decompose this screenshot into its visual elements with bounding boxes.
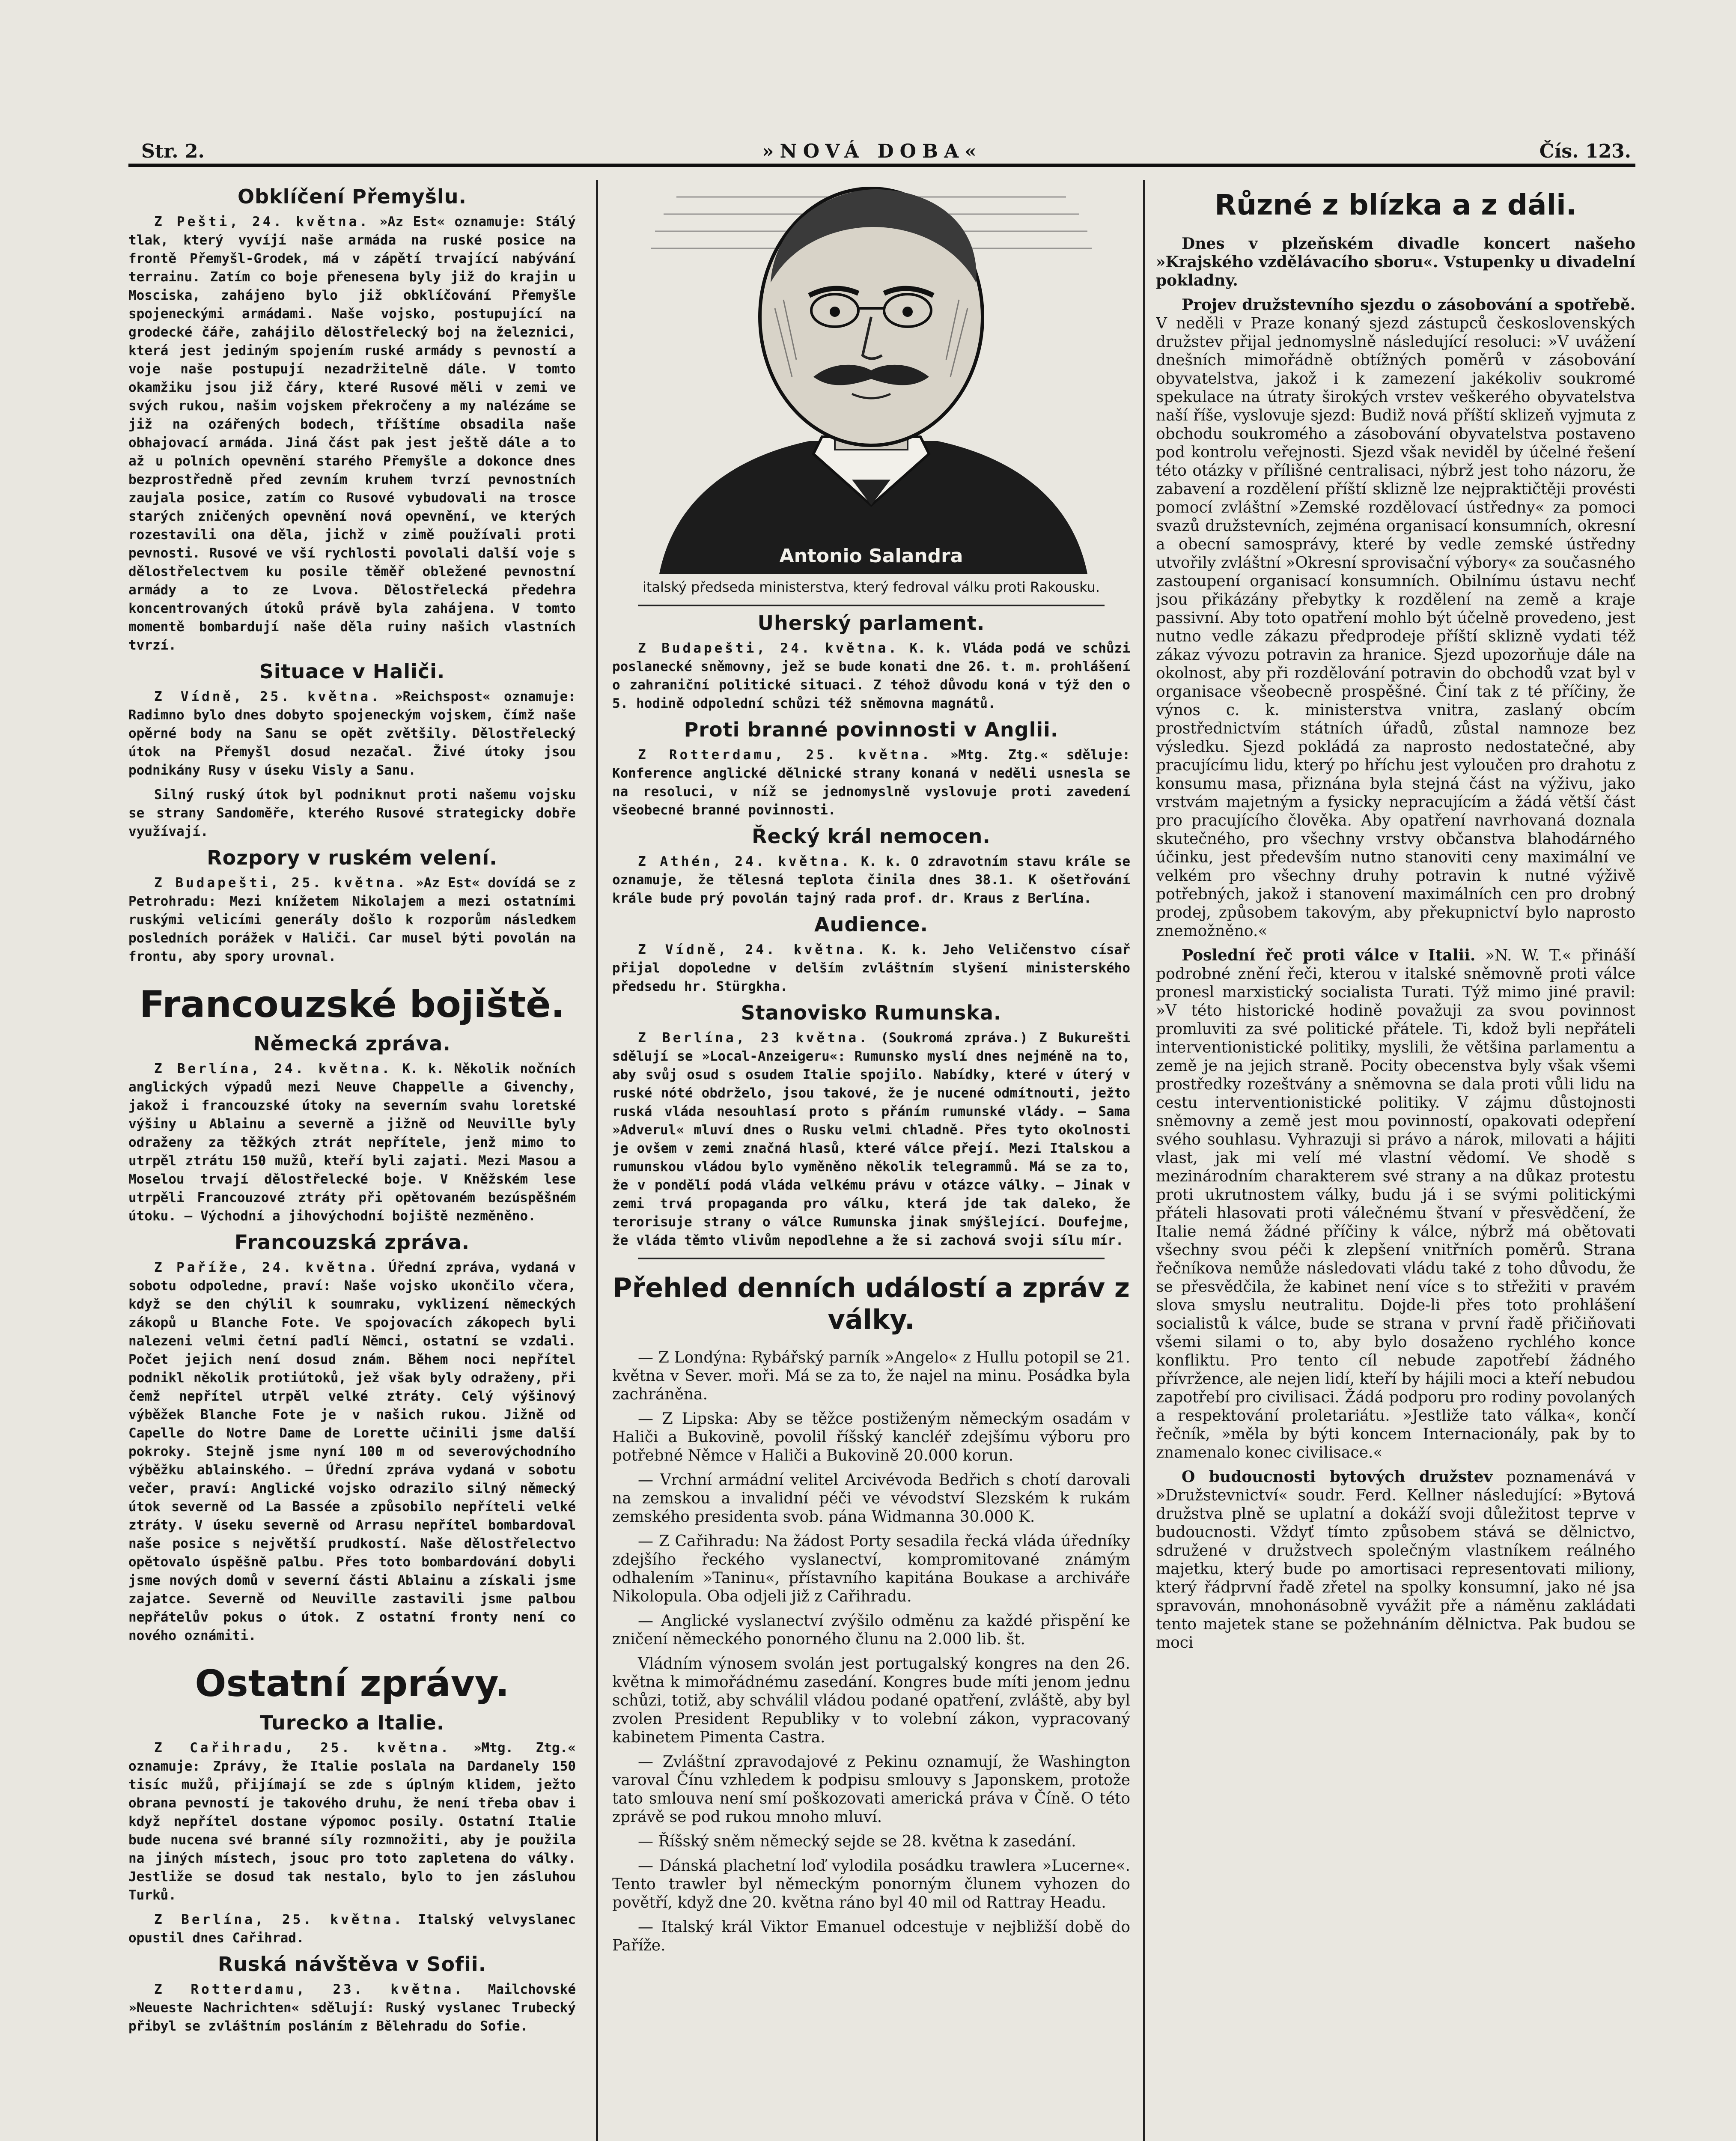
article-paragraph: [612, 1029, 1130, 1250]
article-text: »Mtg. Ztg.« oznamuje: Zprávy, že Italie poslala na Dardanely 150 tisíc mužů, přijímají se zde s úplným klidem, ježto obrana pevností je takového druhu, že není třeba obav i když nepřítel dostane výpomoc posily. Ostatní Italie bude nucena své branné síly rozmnožiti, aby je použila na jiných místech, jsouc pro toto zapletena do války. Jestliže se dosud tak nestalo, bylo to jen zásluhou Turků.: [128, 1740, 576, 1903]
dateline: Z Cařihradu, 25. května.: [154, 1740, 451, 1756]
section-title: Přehled denních událostí a zpráv z války.: [613, 1272, 1130, 1335]
article-text: K. k. Vláda podá ve schůzi poslanecké sněmovny, jež se bude konati dne 26. t. m. prohlášení o zahraniční politické situaci. Z téhož důvodu koná v týž den o 5. hodině odpolední schůzi též sněmovna magnátů.: [612, 641, 1130, 711]
article-paragraph: Silný ruský útok byl podniknut proti našemu vojsku se strany Sandoměře, kterého Rusové strategicky dobře využívají.: [128, 787, 576, 839]
article-paragraph: [128, 1911, 576, 1947]
page-number: Str. 2.: [141, 140, 205, 162]
article-text: Úřední zpráva, vydaná v sobotu odpoledne, praví: Naše vojsko ukončilo včera, když se den chýlil k soumraku, vyklizení německých zákopů u Blanche Fote. Ve spojovacích zákopech byli nalezeni velmi četní padlí Němci, ostatní se vzdali. Počet jejich není dosud znám. Během noci nepřítel podnikl několik protiútoků, jež však byly odraženy, při čemž nepřítel utrpěl velké ztráty. Celý výšinový výběžek Blanche Fote je v našich rukou. Jižně od Capelle do Notre Dame de Lorette učinili jsme další pokroky. Stejně jsme nyní 100 m od severovýchodního výběžku ablainského. — Úřední zpráva vydaná v sobotu večer, praví: Anglické vojsko odrazilo silný německý útok severně od La Bassée a způsobilo nepříteli velké ztráty. V úseku severně od Arrasu nepřítel bombardoval naše posice s největší prudkostí. Naše dělostřelectvo opětovalo úspěšně palbu. Přes toto bombardování dobyli jsme nových domů v severní části Ablainu a získali jsme zajatce. Severně od Neuville zastavili jsme palbou nepřátelův pokus o útok. Z ostatní fronty není co nového oznámiti.: [128, 1260, 576, 1643]
article-paragraph: [612, 941, 1130, 996]
article-subtitle: Německá zpráva.: [253, 1032, 451, 1055]
masthead: [128, 136, 1635, 166]
article-title: Obklíčení Přemyšlu.: [237, 185, 467, 208]
news-item: Vládním výnosem svolán jest portugalský kongres na den 26. května k mimořádnému zasedání. Kongres bude míti jenom jednu schůzi, totiž, aby schválil vládou podané opatření, zvláště, aby byl zvolen President Republiky v to volební zákon, vypracovaný kabinetem Pimenta Castra.: [612, 1655, 1130, 1746]
portrait-caption: italský předseda ministerstva, který fedroval válku proti Rakousku.: [642, 579, 1100, 595]
column-1: [128, 180, 576, 2141]
article-title: Uherský parlament.: [757, 611, 985, 635]
dateline: Z Budapešti, 25. května.: [154, 875, 408, 891]
news-text: poznamenává v »Družstevnictví« soudr. Ferd. Kellner následující: »Bytová družstva plně se uplatní a dokáží svoji důležitost teprve v budoucnosti. Vždyť tímto způsobem stává se dělnictvo, sdružené v družstvech společným vlastníkem reálného majetku, který bude po amortisaci representovati miliony, který řádprvní řadě zřetel na spolky konsumní, jako né jsa spravován, mnohonásobně vyvážit pře a náměnu zakládati tento majetek stane se požehnáním dělnictva. Pak budou se moci: [1156, 1468, 1635, 1652]
news-item: — Z Londýna: Rybářský parník »Angelo« z Hullu potopil se 21. května v Sever. moři. Má se za to, že najel na minu. Posádka byla zachráněna.: [612, 1349, 1130, 1403]
article-text: (Soukromá zpráva.) Z Bukurešti sdělují se »Local-Anzeigeru«: Rumunsko myslí dnes nejméně na to, aby svůj osud s osudem Italie spojilo. Nabídky, které v úterý v ruské nóté obdrželo, jsou takové, že je nucené odmítnouti, ježto ruská vláda nesouhlasí proto s přáním rumunské vlády. — Sama »Adverul« mluví dnes o Rusku velmi chladně. Přes tyto okolnosti je ovšem v zemi značná hlasů, které válce přejí. Mezi Italskou a rumunskou vládou bylo vyměněno několik telegrammů. Má se za to, že v pondělí podá vláda velkému právu v otázce války. — Jinak v zemi trvá propaganda pro válku, která jde tak daleko, že terorisuje strany o válce Rumunska jinak smýšlející. Doufejme, že vláda těmto vlivům nepodlehne a že si zachová svoji sílu mír.: [612, 1030, 1130, 1248]
dateline: Z Berlína, 25. května.: [154, 1912, 405, 1927]
dateline: Z Pešti, 24. května.: [154, 214, 370, 230]
article-paragraph: [128, 1980, 576, 2036]
section-title: Ostatní zprávy.: [195, 1662, 509, 1705]
article-title: Proti branné povinnosti v Anglii.: [684, 718, 1059, 741]
news-text: »N. W. T.« přináší podrobné znění řeči, kterou v italské sněmovně proti válce pronesl marxistický socialista Turati. Týž mimo jiné pravil: »V této historické hodině považuji za svou povinnost promluviti za své politické přátele. Ti, kdož byli nepřáteli interventionistické politiky, myslili, že většina parlamentu a země je na jejich straně. Pocity obecenstva byly však všemi prostředky rozeštvány a sněmovna se dala proti vůli lidu na cestu interventionistické politiky. V zájmu důstojnosti sněmovny a země jest mou povinností, opakovati odepření svého souhlasu. Vyhrazuji si právo a nárok, milovati a hájiti vlast, jak mi velí mé vlastní vědomí. Ve shodě s mezinárodním charakterem své strany a na důkaz protestu proti ukrutnostem války, budu já i se svými politickými přáteli hlasovati proti válečnému štvaní v přesvědčení, že Italie nemá žádné příčiny k válce, nýbrž má obětovati všechny svou péči k zlepšení vnitřních poměrů. Strana řečníkova nemůže následovati vládu také z toho důvodu, že se přesvědčila, že kabinet není více s to střežiti v pravém slova smyslu neutralitu. Dojde-li přes toto prohlášení socialistů k válce, bude se strana v první řadě přičiňovati všemi silami o to, aby bylo dosaženo rychlého konce konfliktu. Pro tento cíl nebude zapotřebí žádného přívržence, ale nejen lidí, kteří by hájili moci a kteří nebudou zapotřebí pro civilisaci. Žádá podporu pro rodiny povolaných a respektování proletariátu. »Jestliže tato válka«, končí řečník, »měla by býti koncem Internacionály, pak by to znamenalo konec civilisace.«: [1156, 947, 1635, 1461]
article-paragraph: [612, 853, 1130, 908]
article-subtitle: Ruská návštěva v Sofii.: [217, 1953, 487, 1976]
column-divider-1: [596, 180, 598, 2141]
article-title: Řecký král nemocen.: [752, 825, 991, 848]
article-title: Situace v Haliči.: [259, 660, 445, 683]
dateline: Z Budapešti, 24. května.: [638, 641, 899, 656]
news-item: — Vrchní armádní velitel Arcivévoda Bedřich s chotí darovali na zemskou a invalidní péči ve vévodství Slezském k rukám zemského presidenta svob. pána Widmanna 30.000 K.: [612, 1471, 1130, 1526]
column-divider-2: [1143, 180, 1145, 2141]
dateline: Z Paříže, 24. května.: [154, 1260, 380, 1275]
news-item: — Říšský sněm německý sejde se 28. května k zasedání.: [638, 1833, 1076, 1850]
news-item: — Italský král Viktor Emanuel odcestuje v nejbližší době do Paříže.: [612, 1918, 1130, 1954]
portrait-name: Antonio Salandra: [779, 545, 963, 567]
article-text: Italský velvyslanec opustil dnes Cařihrad.: [128, 1912, 576, 1946]
article-subtitle: Turecko a Italie.: [259, 1711, 445, 1734]
column-3: [1156, 180, 1635, 2141]
article-paragraph: [128, 688, 576, 780]
portrait-illustration: [612, 180, 1130, 574]
news-item: Dnes v plzeňském divadle koncert našeho »Krajského vzdělávacího sboru«. Vstupenky u divadelní pokladny.: [1156, 235, 1635, 289]
news-item: [1156, 296, 1635, 940]
news-item: — Anglické vyslanectví zvýšilo odměnu za každé přispění ke zničení německého ponorného člunu na 2.000 lib. št.: [612, 1612, 1130, 1648]
article-text: Mailchovské »Neueste Nachrichten« sdělují: Ruský vyslanec Trubecký přibyl se zvláštním posláním z Bělehradu do Sofie.: [128, 1982, 576, 2034]
news-item: — Z Cařihradu: Na žádost Porty sesadila řecká vláda úředníky zdejšího řeckého vyslanectví, kompromitované známým odhalením »Taninu«, přístavního kapitána Boukase a archiváře Nikolopula. Oba odjeli již z Cařihradu.: [612, 1533, 1130, 1605]
article-subtitle: Francouzská zpráva.: [234, 1231, 470, 1254]
separator: [638, 1258, 1105, 1259]
news-lead: Poslední řeč proti válce v Italii.: [1182, 946, 1476, 964]
article-text: K. k. Několik nočních anglických výpadů mezi Neuve Chappelle a Givenchy, jakož i francouzské útoky na severním svahu loretské výšiny u Ablainu a severně a jižně od Neuville byly odraženy za těžkých ztrát nepřítele, jenž mimo to utrpěl ztrátu 150 mužů, kteří byli zajati. Mezi Masou a Moselou trvají dělostřelecké boje. V Kněžském lese utrpěli Francouzové ztráty při opětovaném bezúspěšném útoku. — Východní a jihovýchodní bojiště nezměněno.: [128, 1061, 576, 1224]
article-text: »Mtg. Ztg.« sděluje: Konference anglické dělnické strany konaná v neděli usnesla se na resoluci, v níž se jednomyslně vyslovuje proti zavedení všeobecné branné povinnosti.: [612, 747, 1130, 818]
news-item: [1156, 946, 1635, 1462]
news-item: — Z Lipska: Aby se těžce postiženým německým osadám v Haliči a Bukovině, povolil říšský kancléř zdejšímu výboru pro potřebné Němce v Haliči a Bukovině 20.000 korun.: [612, 1410, 1130, 1464]
article-title: Audience.: [814, 913, 928, 936]
column-2: [612, 180, 1130, 2141]
dateline: Z Athén, 24. května.: [638, 854, 852, 869]
news-lead: O budoucnosti bytových družstev: [1182, 1468, 1493, 1486]
separator: [638, 605, 1105, 606]
article-paragraph: [128, 1739, 576, 1905]
article-text: K. k. O zdravotním stavu krále se oznamuje, že tělesná teplota činila dnes 38.1. K ošetřování krále bude prý povolán tajný rada prof. dr. Kraus z Berlína.: [612, 854, 1130, 906]
article-paragraph: [128, 213, 576, 655]
article-title: Stanovisko Rumunska.: [741, 1001, 1002, 1024]
news-text: V neděli v Praze konaný sjezd zástupců československých družstev přijal jednomyslně následující resoluci: »V uvážení dnešních mimořádně obtížných poměrů v zásobování obyvatelstva, jakož i k zamezení jakékoliv soukromé spekulace na útraty širokých vrstev veškerého obyvatelstva naší říše, vyslovuje sjezd: Budiž nová příští sklizeň vyjmuta z obchodu soukromého a zásobování obyvatelstva postaveno pod kontrolu veřejnosti. Sjezd však neviděl by účelné řešení této otázky v přílišné centralisaci, nýbrž jest toho názoru, že zabavení a rozdělení příští sklizně lze nejpraktičtěji provésti pomocí zvláštní »Zemské rozdělovací ústředny« za pomoci svazů družstevních, zejména organisací konsumních, okresní a obecní samosprávy, které by vedle zemské ústředny utvořily zvláštní »Okresní sprovisační výbory« za současného zastoupení organisací konsumních. Obilnímu ústavu nechť jsou přikázány přebytky k rozdělení na země a kraje passivní. Aby toto opatření mohlo být účelně provedeno, jest nutno vedle zákazu předprodeje příští sklizně vydati též zákaz vývozu potravin za hranice. Sjezd upozorňuje dále na okolnost, aby při rozdělování potravin do obchodů vzat byl v organisace všeobecně prospěšné. Činí tak z té příčiny, že výnos c. k. ministerstva vnitra, zaslaný obcím prostřednictvím státních úřadů, zůstal namnoze bez výsledku. Sjezd pokládá za naprosto nedostatečné, aby pracujícímu lidu, který po hříchu jest vyloučen pro drahotu z konsumu masa, přiznána byla stejná část na výživu, jako vrstvám majetným a fysicky nepracujícím a žádá větší část pro pracujícího člověka. Aby opatření navrhovaná doznala skutečného, pro všechny vrstvy občanstva blahodárného účinku, jest především nutno stanoviti ceny maximální ve velkém pro všechny druhy potravin k nutné výživě potřebných, jakož i stanovení maximálních cen pro drobný prodej, způsobem takovým, aby překupnictví bylo naprosto znemožněno.«: [1156, 315, 1635, 940]
news-item: [1156, 1468, 1635, 1652]
portrait-salandra-image: [612, 180, 1130, 574]
dateline: Z Vídně, 25. května.: [154, 689, 381, 704]
article-paragraph: [128, 874, 576, 966]
section-title: Různé z blízka a z dáli.: [1215, 188, 1577, 221]
article-title: Rozpory v ruském velení.: [207, 846, 497, 869]
dateline: Z Berlína, 24. května.: [154, 1061, 393, 1076]
article-paragraph: [612, 639, 1130, 713]
article-paragraph: [612, 746, 1130, 820]
article-paragraph: [128, 1060, 576, 1226]
article-text: »Az Est« dovídá se z Petrohradu: Mezi knížetem Nikolajem a mezi ostatními ruskými velicími generály došlo k rozporům následkem posledních porážek v Haliči. Car musel býti povolán na frontu, aby spory urovnal.: [128, 875, 576, 964]
article-text: »Az Est« oznamuje: Stálý tlak, který vyvíjí naše armáda na ruské posice na frontě Přemyšl-Grodek, má v zápětí trvající nabývání terrainu. Zatím co boje přenesena byly již do krajin u Mosciska, zahájeno bylo již obklíčování Přemyšle spojeneckými armádami. Naše vojsko, postupující na grodecké čáře, zahájilo dělostřelecký boj na železnici, která jest jediným spojením ruské armády s pevností a voje naše postupují nezadržitelně dále. V tomto okamžiku jsou již čáry, které Rusové měli v zemi ve svých rukou, našim vojskem překročeny a my nalézáme se již na ozářených bodech, tříštíme obsadila naše obhajovací armáda. Jiná část pak jest ještě dále a to až u polních opevnění starého Přemyšle a dokonce dnes bezprostředně před zevním kruhem tvrzí pevnostních zaujala posice, zatím co Rusové vybudovali na trosce starých zničených opevnění nová opevnění, ve kterých rozestavili ona děla, jichž v zimě používali proti pevnosti. Rusové ve vší rychlosti povolali další voje s dělostřelectvem ku posile těměř obležené pevnostní armády a to ze Lvova. Dělostřelecká předehra koncentrovaných útoků právě byla zahájena. V tomto momentě bombardují naše děla ruiny našich vlastních tvrzí.: [128, 214, 576, 653]
section-title: Francouzské bojiště.: [139, 983, 565, 1026]
article-text: »Reichspost« oznamuje: Radimno bylo dnes dobyto spojeneckým vojskem, čímž naše opěrné body na Sanu se opět zvětšily. Dělostřelecký útok na Přemyšl dosud nezačal. Živé útoky jsou podnikány Rusy v úseku Visly a Sanu.: [128, 689, 576, 778]
article-paragraph: [128, 1258, 576, 1645]
dateline: Z Rotterdamu, 25. května.: [638, 747, 932, 763]
paper-title: »NOVÁ DOBA«: [762, 140, 983, 162]
masthead-rule: [128, 164, 1635, 167]
dateline: Z Berlína, 23 května.: [638, 1030, 869, 1046]
dateline: Z Vídně, 24. května.: [638, 942, 868, 957]
news-item: — Zvláštní zpravodajové z Pekinu oznamují, že Washington varoval Čínu vzhledem k podpisu smlouvy s Japonskem, protože tato smlouva není smí poškozovati americká práva v Číně. O této zprávě se pod rukou mnoho mluví.: [612, 1753, 1130, 1826]
issue-number: Čís. 123.: [1539, 140, 1631, 162]
dateline: Z Rotterdamu, 23. května.: [154, 1982, 465, 1997]
article-text: K. k. Jeho Veličenstvo císař přijal dopoledne v delším zvláštním slyšení ministerského předsedu hr. Stürgkha.: [612, 942, 1130, 994]
news-item: — Dánská plachetní loď vylodila posádku trawlera »Lucerne«. Tento trawler byl německým ponorným člunem vyhozen do povětří, když dne 20. května ráno byl 40 mil od Rattray Headu.: [612, 1857, 1130, 1911]
news-lead: Projev družstevního sjezdu o zásobování a spotřebě.: [1182, 296, 1635, 314]
